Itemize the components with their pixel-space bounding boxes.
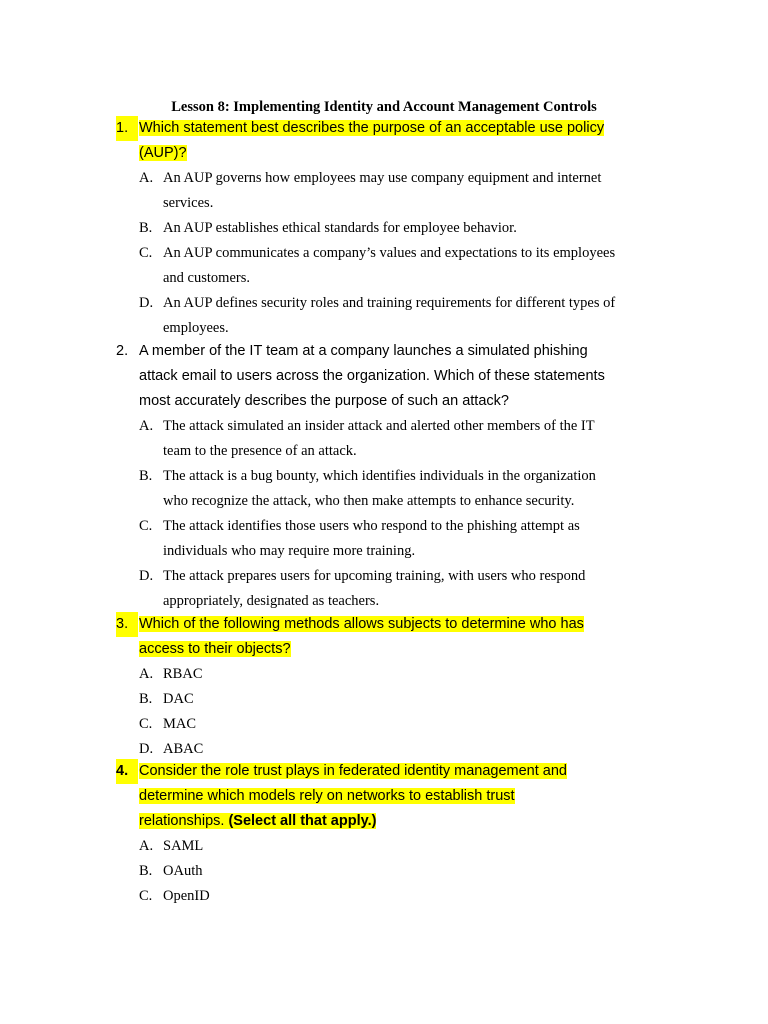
option-letter: A.	[139, 666, 154, 682]
option-c	[139, 884, 653, 909]
option-line: SAML	[163, 838, 204, 854]
option-letter: C.	[139, 518, 153, 534]
question-number: 2.	[116, 343, 129, 359]
option-d	[139, 291, 653, 341]
question-line: determine which models rely on networks to establish trust	[139, 788, 515, 804]
select-all-note: (Select all that apply.)	[228, 813, 377, 829]
question-3	[116, 612, 659, 662]
option-letter: A.	[139, 170, 154, 186]
option-letter: C.	[139, 716, 153, 732]
option-line: ABAC	[163, 741, 204, 757]
question-text	[139, 759, 659, 834]
option-letter: B.	[139, 691, 153, 707]
option-letter: C.	[139, 245, 153, 261]
question-line: Which statement best describes the purpose of an acceptable use policy	[139, 120, 605, 136]
option-line: DAC	[163, 691, 194, 707]
option-a	[139, 834, 653, 859]
question-line: most accurately describes the purpose of such an attack?	[139, 393, 509, 409]
option-c	[139, 241, 653, 291]
question-number: 1.	[116, 116, 138, 141]
options-1	[139, 166, 653, 341]
option-line: The attack identifies those users who respond to the phishing attempt as	[163, 518, 580, 534]
option-line: An AUP defines security roles and training requirements for different types of	[163, 295, 616, 311]
option-letter: A.	[139, 418, 154, 434]
option-letter: B.	[139, 863, 153, 879]
question-line: (AUP)?	[139, 145, 187, 161]
option-b	[139, 216, 653, 241]
option-line: and customers.	[163, 270, 250, 286]
option-letter: B.	[139, 468, 153, 484]
question-1	[116, 116, 659, 166]
option-line: individuals who may require more training.	[163, 543, 416, 559]
option-line: An AUP establishes ethical standards for employee behavior.	[163, 220, 517, 236]
question-text	[139, 116, 659, 166]
option-line: MAC	[163, 716, 197, 732]
option-line: The attack is a bug bounty, which identifies individuals in the organization	[163, 468, 596, 484]
option-line: RBAC	[163, 666, 203, 682]
option-line: The attack simulated an insider attack and alerted other members of the IT	[163, 418, 595, 434]
option-a	[139, 166, 653, 216]
question-line: A member of the IT team at a company launches a simulated phishing	[139, 343, 588, 359]
question-text	[139, 339, 659, 414]
question-line: attack email to users across the organization. Which of these statements	[139, 368, 605, 384]
option-b	[139, 687, 653, 712]
option-d	[139, 564, 653, 614]
options-3	[139, 662, 653, 762]
option-b	[139, 464, 653, 514]
option-line: who recognize the attack, who then make attempts to enhance security.	[163, 493, 575, 509]
option-line: An AUP communicates a company’s values and expectations to its employees	[163, 245, 616, 261]
question-line: Which of the following methods allows subjects to determine who has	[139, 616, 584, 632]
question-line: relationships.	[139, 813, 225, 829]
page-title: Lesson 8: Implementing Identity and Account Management Controls	[171, 99, 597, 115]
option-line: appropriately, designated as teachers.	[163, 593, 380, 609]
options-2	[139, 414, 653, 614]
option-line: OAuth	[163, 863, 203, 879]
option-line: team to the presence of an attack.	[163, 443, 357, 459]
option-letter: D.	[139, 295, 154, 311]
option-line: OpenID	[163, 888, 210, 904]
option-c	[139, 514, 653, 564]
question-number: 3.	[116, 612, 138, 637]
question-text	[139, 612, 659, 662]
question-4	[116, 759, 659, 834]
question-2	[116, 339, 659, 414]
option-line: The attack prepares users for upcoming training, with users who respond	[163, 568, 586, 584]
option-line: An AUP governs how employees may use company equipment and internet	[163, 170, 602, 186]
option-line: services.	[163, 195, 214, 211]
options-4	[139, 834, 653, 909]
option-letter: D.	[139, 568, 154, 584]
question-number: 4.	[116, 759, 138, 784]
option-a	[139, 414, 653, 464]
option-line: employees.	[163, 320, 229, 336]
option-letter: B.	[139, 220, 153, 236]
question-line: access to their objects?	[139, 641, 291, 657]
option-letter: A.	[139, 838, 154, 854]
question-line: Consider the role trust plays in federated identity management and	[139, 763, 567, 779]
option-b	[139, 859, 653, 884]
option-a	[139, 662, 653, 687]
option-letter: D.	[139, 741, 154, 757]
option-c	[139, 712, 653, 737]
option-letter: C.	[139, 888, 153, 904]
